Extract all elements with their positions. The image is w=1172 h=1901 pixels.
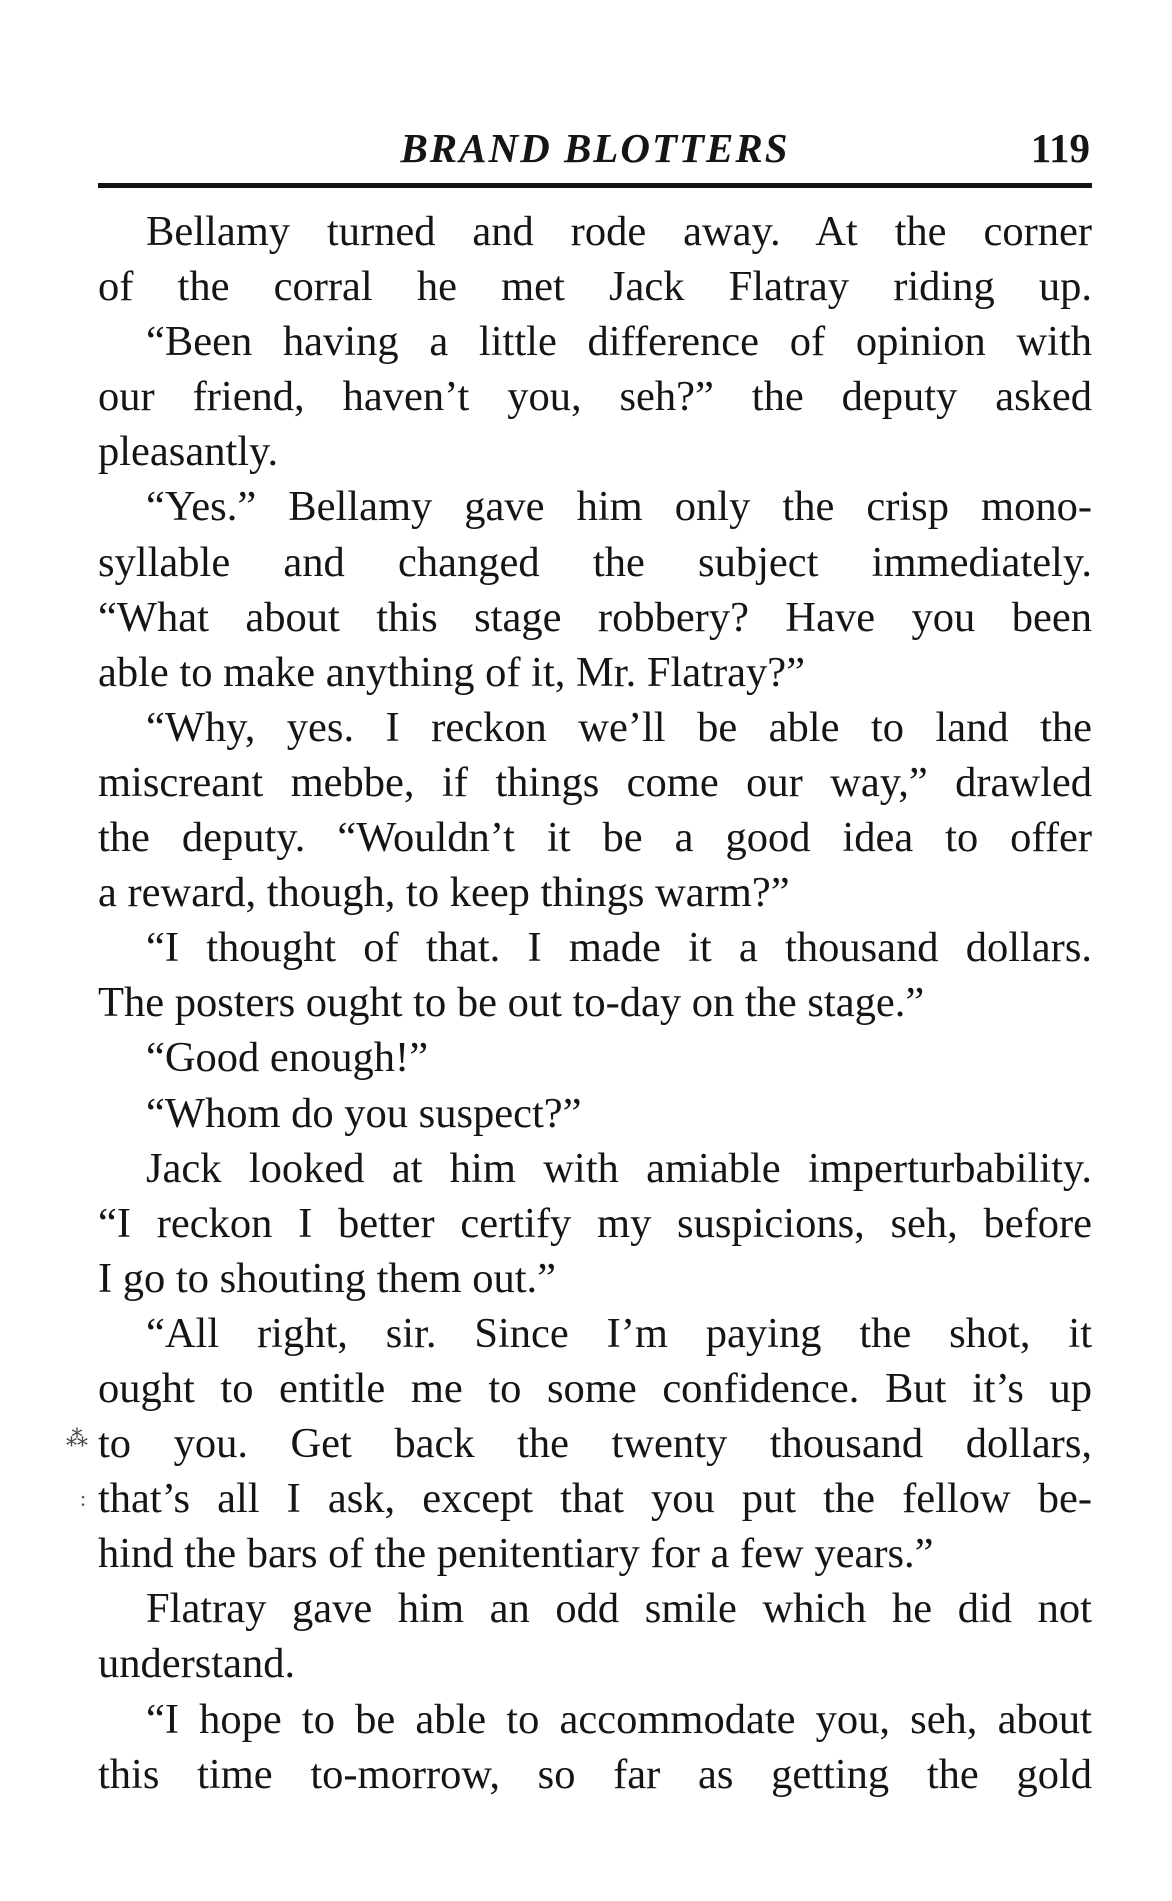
text-line: to you. Get back the twenty thousand dollars, — [98, 1420, 1092, 1468]
text-line: syllable and changed the subject immediately. — [98, 538, 1092, 586]
text-line: that’s all I ask, except that you put the fellow be- — [98, 1475, 1092, 1523]
text-line: pleasantly. — [98, 428, 279, 476]
text-line: ought to entitle me to some confidence. But it’s up — [98, 1364, 1092, 1412]
text-line: Bellamy turned and rode away. At the corner — [146, 208, 1092, 255]
margin-mark: ⁂ — [66, 1426, 88, 1451]
text-line: “Good enough!” — [146, 1034, 429, 1082]
text-line: able to make anything of it, Mr. Flatray?” — [98, 648, 805, 696]
running-head — [100, 120, 1090, 176]
text-line: “I reckon I better certify my suspicions, seh, before — [98, 1199, 1092, 1247]
text-line: “Whom do you suspect?” — [146, 1089, 582, 1137]
text-line: our friend, haven’t you, seh?” the deputy asked — [98, 373, 1092, 421]
text-line: “All right, sir. Since I’m paying the shot, it — [146, 1309, 1092, 1357]
text-line: of the corral he met Jack Flatray riding up. — [98, 263, 1092, 311]
text-line: the deputy. “Wouldn’t it be a good idea to offer — [98, 814, 1092, 862]
text-line: “I thought of that. I made it a thousand dollars. — [146, 924, 1092, 972]
text-line: miscreant mebbe, if things come our way,” drawled — [98, 758, 1092, 806]
body-text — [98, 204, 1092, 1802]
text-line: hind the bars of the penitentiary for a few years.” — [98, 1530, 934, 1578]
text-line: understand. — [98, 1640, 296, 1688]
text-line: “Been having a little difference of opinion with — [146, 318, 1092, 366]
text-line: a reward, though, to keep things warm?” — [98, 869, 790, 917]
text-line: “I hope to be able to accommodate you, seh, about — [146, 1695, 1092, 1743]
text-line: “Yes.” Bellamy gave him only the crisp mono- — [146, 483, 1092, 531]
header-rule — [98, 183, 1092, 188]
text-line: this time to-morrow, so far as getting the gold — [98, 1750, 1092, 1798]
text-line: “What about this stage robbery? Have you been — [98, 593, 1092, 641]
text-line: The posters ought to be out to-day on the stage.” — [98, 979, 925, 1027]
text-line: “Why, yes. I reckon we’ll be able to land the — [146, 703, 1092, 751]
page-number: 119 — [1030, 125, 1090, 171]
text-line: I go to shouting them out.” — [98, 1254, 557, 1302]
margin-dot: : — [80, 1486, 87, 1511]
text-line: Flatray gave him an odd smile which he did not — [146, 1585, 1092, 1633]
text-line: Jack looked at him with amiable imperturbability. — [146, 1144, 1092, 1192]
running-title: BRAND BLOTTERS — [400, 125, 790, 171]
